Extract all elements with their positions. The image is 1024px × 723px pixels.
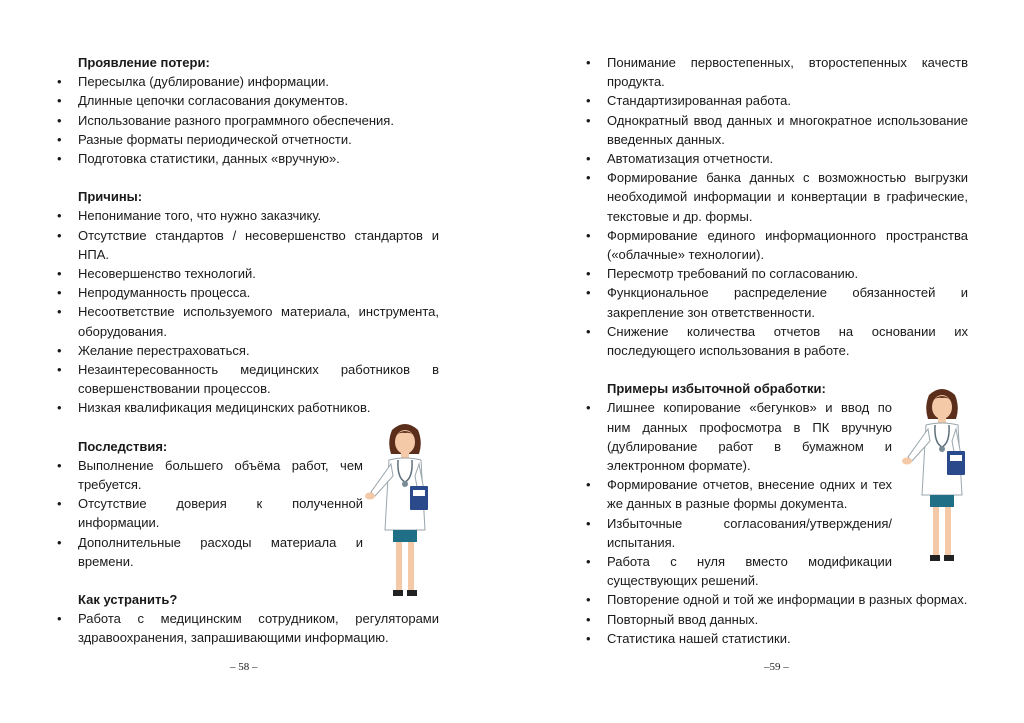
section-heading: Причины:: [78, 189, 143, 205]
list-item: • Работа с медицинским сотрудником, регуляторами здравоохранения, запрашивающими информацию.: [55, 609, 439, 647]
list-item: • Формирование единого информационного пространства («облачные» технологии).: [584, 226, 968, 264]
list-item: • Повторение одной и той же информации в разных формах.: [584, 590, 968, 609]
section-heading: Последствия:: [78, 438, 168, 454]
list-item: • Снижение количества отчетов на основании их последующего использования в работе.: [584, 322, 968, 360]
list-item: • Функциональное распределение обязанностей и закрепление зон ответственности.: [584, 283, 968, 321]
list-item: • Подготовка статистики, данных «вручную».: [55, 149, 439, 168]
right-page: [512, 0, 1024, 723]
list-item: • Непродуманность процесса.: [55, 283, 439, 302]
list-item: • Дополнительные расходы материала и времени.: [55, 533, 363, 571]
list-item: • Непонимание того, что нужно заказчику.: [55, 206, 439, 225]
list-item: • Незаинтересованность медицинских работников в совершенствовании процессов.: [55, 360, 439, 398]
list-item: • Пересмотр требований по согласованию.: [584, 264, 968, 283]
section-heading: Проявление потери:: [78, 55, 210, 70]
section-heading: Как устранить?: [78, 592, 178, 608]
section-heading: Примеры избыточной обработки:: [607, 381, 826, 397]
list-item: • Автоматизация отчетности.: [584, 149, 968, 168]
page-number: – 58 –: [230, 661, 258, 673]
list-item: • Желание перестраховаться.: [55, 341, 439, 360]
list-item: • Однократный ввод данных и многократное использование введенных данных.: [584, 111, 968, 149]
section-manifestation: [55, 53, 439, 168]
list-item: • Лишнее копирование «бегунков» и ввод по ним данных профосмотра в ПК вручную (дублирование работ в бумажном и электронном формате).: [584, 398, 892, 475]
list-item: • Понимание первостепенных, второстепенных качеств продукта.: [584, 53, 968, 91]
list-item: • Несовершенство технологий.: [55, 264, 439, 283]
list-item: • Использование разного программного обеспечения.: [55, 111, 439, 130]
list-item: • Пересылка (дублирование) информации.: [55, 72, 439, 91]
list-item: • Работа с нуля вместо модификации существующих решений.: [584, 552, 892, 590]
list-item: • Отсутствие стандартов / несовершенство стандартов и НПА.: [55, 226, 439, 264]
list-item: • Выполнение большего объёма работ, чем требуется.: [55, 456, 363, 494]
list-item: • Избыточные согласования/утверждения/испытания.: [584, 514, 892, 552]
nurse-illustration: [902, 385, 982, 565]
list-item: • Низкая квалификация медицинских работников.: [55, 398, 439, 417]
list-item: • Повторный ввод данных.: [584, 610, 968, 629]
list-item: • Статистика нашей статистики.: [584, 629, 968, 648]
list-item: • Формирование отчетов, внесение одних и тех же данных в разные формы документа.: [584, 475, 892, 513]
list-item: • Формирование банка данных с возможностью выгрузки необходимой информации и конвертации в графические, текстовые и др. формы.: [584, 168, 968, 226]
page-number: –59 –: [764, 661, 789, 673]
final-list: [584, 590, 968, 648]
section-causes: [55, 187, 439, 417]
list-item: • Стандартизированная работа.: [584, 91, 968, 110]
list-item: • Разные форматы периодической отчетности.: [55, 130, 439, 149]
list-item: • Длинные цепочки согласования документов.: [55, 91, 439, 110]
list-item: • Отсутствие доверия к полученной информации.: [55, 494, 363, 532]
list-item: • Несоответствие используемого материала, инструмента, оборудования.: [55, 302, 439, 340]
continued-list: [584, 53, 968, 360]
nurse-illustration: [365, 420, 445, 600]
